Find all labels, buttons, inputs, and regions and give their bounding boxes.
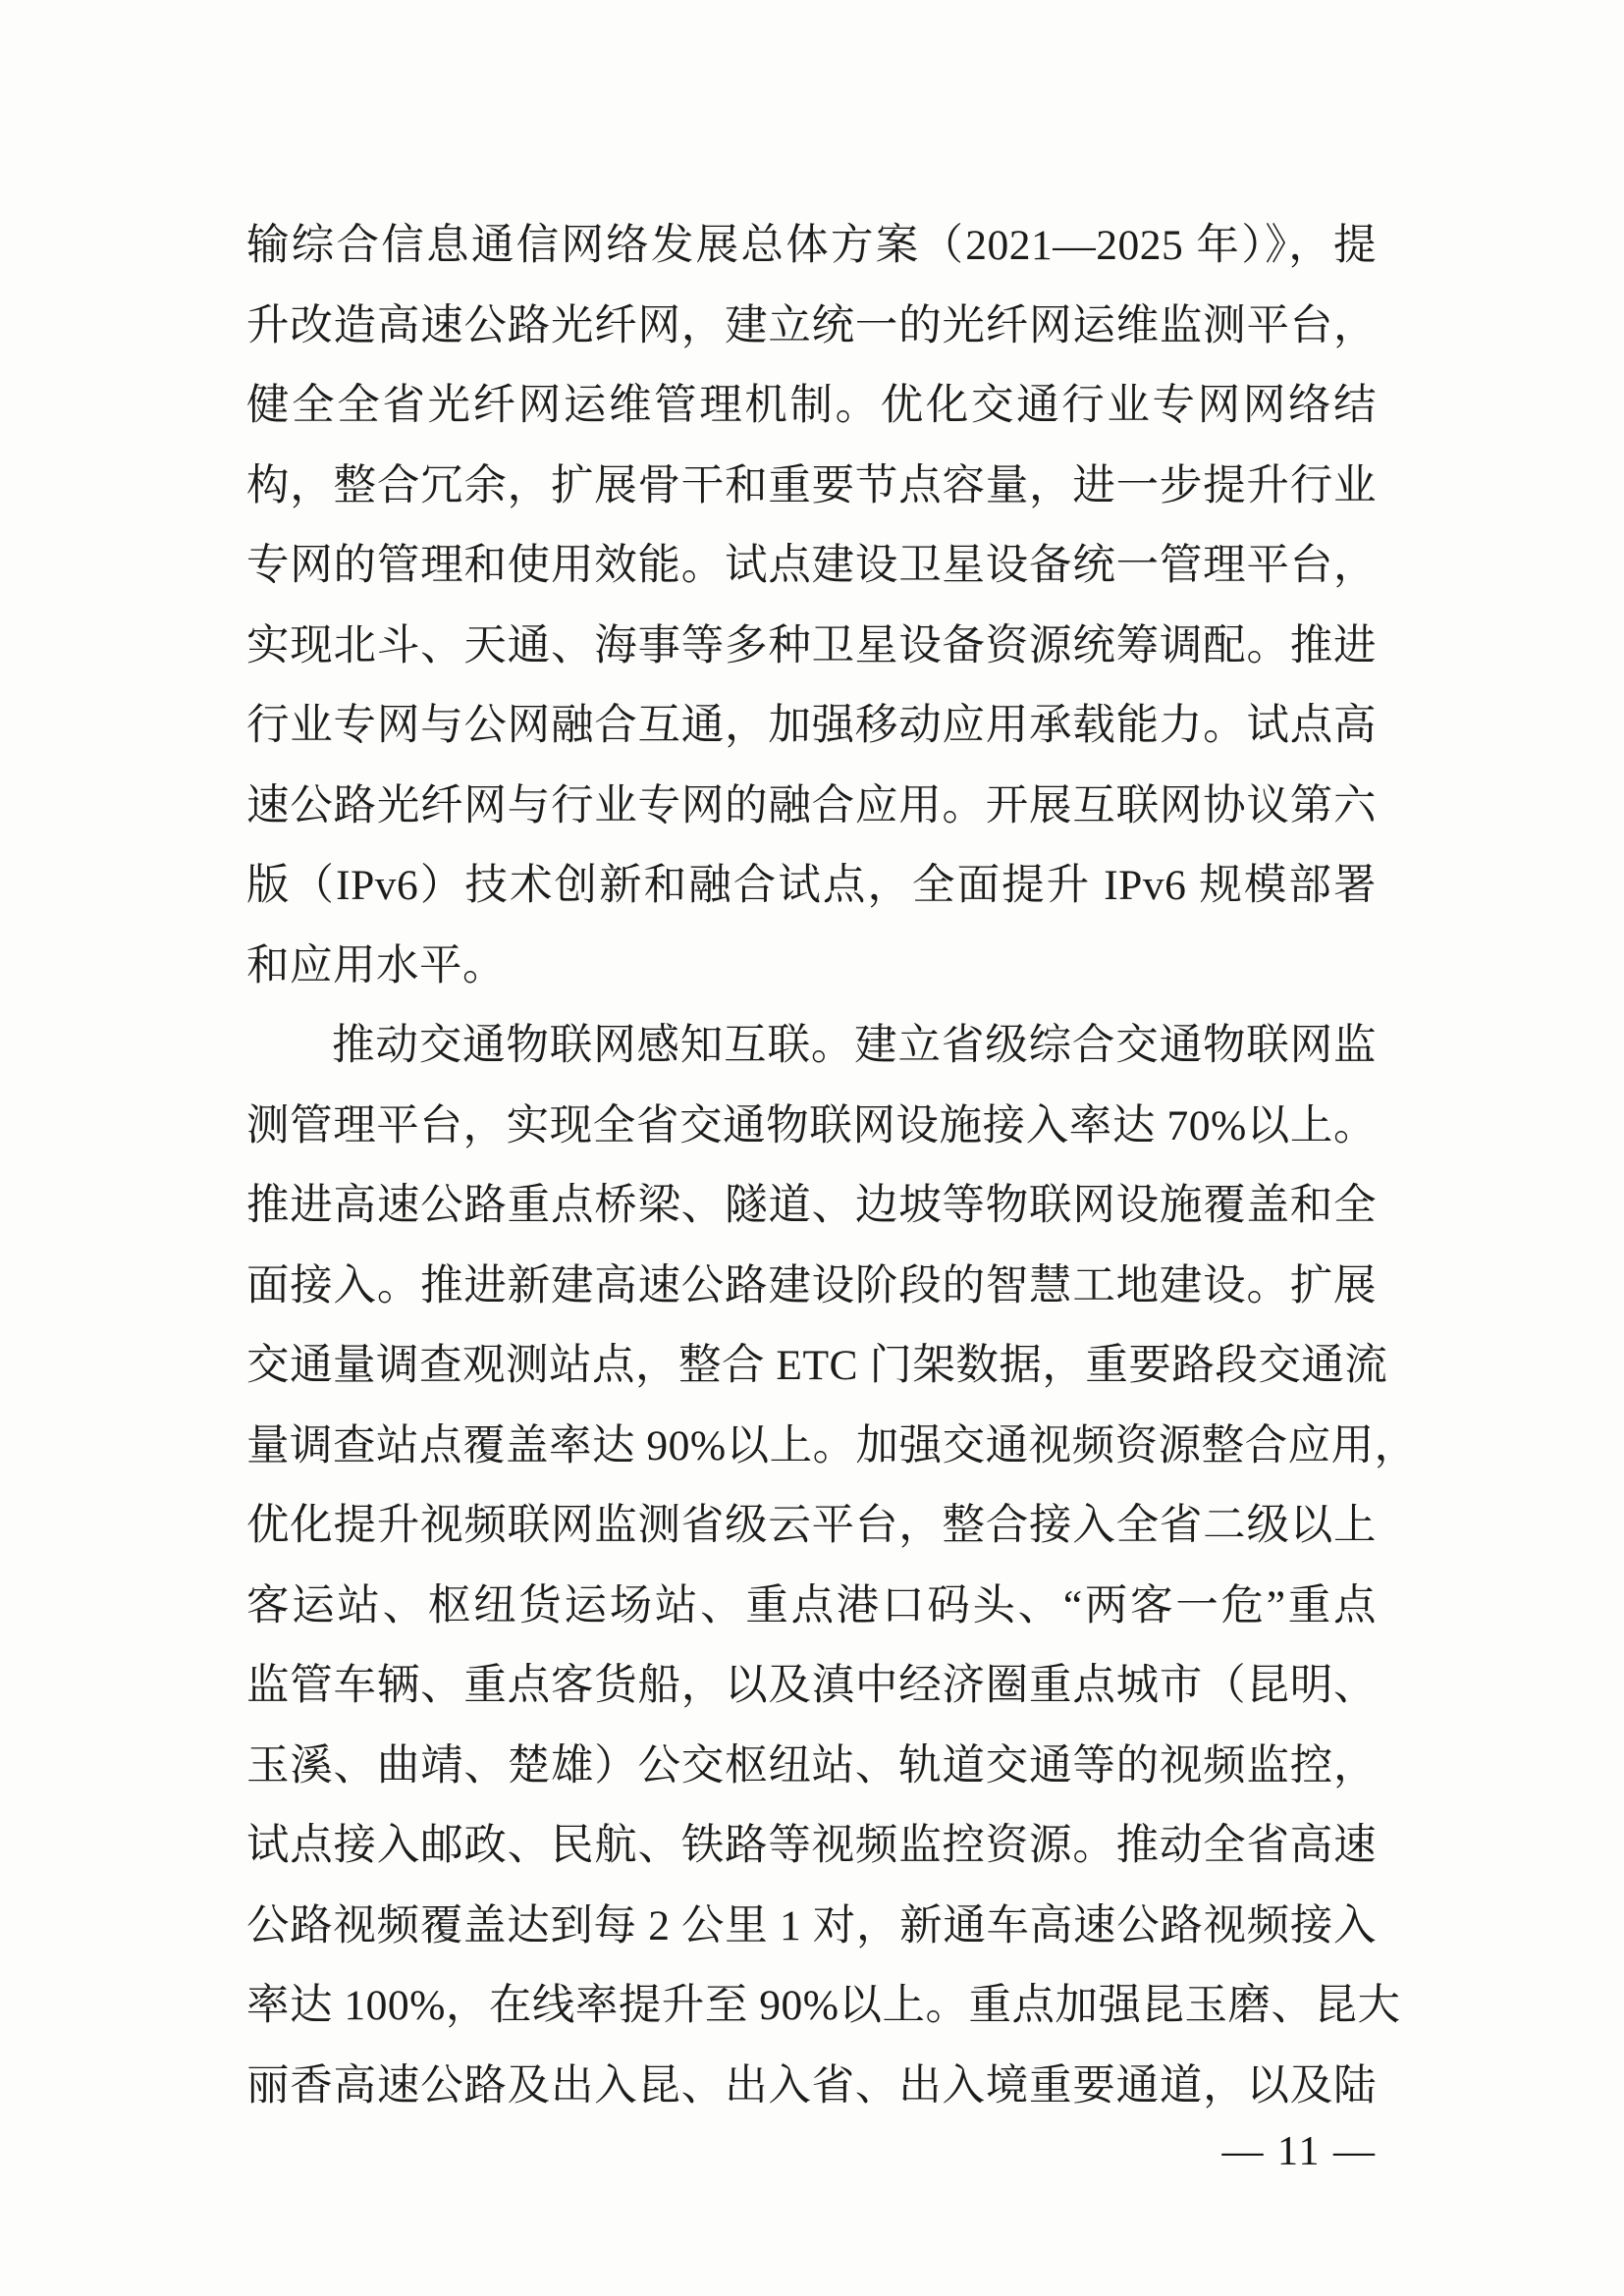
text-line: 专网的管理和使用效能。试点建设卫星设备统一管理平台， [246,542,1377,589]
text-line: 客运站、枢纽货运场站、重点港口码头、“两客一危”重点 [246,1581,1377,1629]
text-line: 试点接入邮政、民航、铁路等视频监控资源。推动全省高速 [246,1822,1377,1869]
text-line: 面接入。推进新建高速公路建设阶段的智慧工地建设。扩展 [246,1261,1377,1309]
text-line: 构，整合冗余，扩展骨干和重要节点容量，进一步提升行业 [246,461,1377,509]
text-line: 测管理平台，实现全省交通物联网设施接入率达 70%以上。 [246,1101,1377,1149]
text-line: 升改造高速公路光纤网，建立统一的光纤网运维监测平台， [246,301,1377,349]
document-body [246,206,1418,2126]
text-line: 丽香高速公路及出入昆、出入省、出入境重要通道，以及陆 [246,2061,1377,2109]
text-line: 行业专网与公网融合互通，加强移动应用承载能力。试点高 [246,702,1377,749]
text-line: 和应用水平。 [246,941,506,989]
text-line: 玉溪、曲靖、楚雄）公交枢纽站、轨道交通等的视频监控， [246,1741,1377,1789]
text-line: 推动交通物联网感知互联。建立省级综合交通物联网监 [332,1022,1377,1069]
text-line: 版（IPv6）技术创新和融合试点，全面提升 IPv6 规模部署 [246,862,1377,909]
text-line: 推进高速公路重点桥梁、隧道、边坡等物联网设施覆盖和全 [246,1182,1377,1229]
text-line: 率达 100%，在线率提升至 90%以上。重点加强昆玉磨、昆大 [246,1982,1401,2029]
text-line: 优化提升视频联网监测省级云平台，整合接入全省二级以上 [246,1502,1377,1549]
text-line: 健全全省光纤网运维管理机制。优化交通行业专网网络结 [246,382,1377,429]
page-number: — 11 — [1221,2129,1377,2174]
text-line: 速公路光纤网与行业专网的融合应用。开展互联网协议第六 [246,781,1377,829]
text-line: 监管车辆、重点客货船，以及滇中经济圈重点城市（昆明、 [246,1662,1377,1709]
text-line: 输综合信息通信网络发展总体方案（2021—2025 年）》，提 [246,222,1377,269]
text-line: 公路视频覆盖达到每 2 公里 1 对，新通车高速公路视频接入 [246,1901,1377,1949]
text-line: 量调查站点覆盖率达 90%以上。加强交通视频资源整合应用， [246,1421,1418,1469]
text-line: 实现北斗、天通、海事等多种卫星设备资源统筹调配。推进 [246,621,1377,669]
text-line: 交通量调查观测站点，整合 ETC 门架数据，重要路段交通流 [246,1342,1388,1389]
